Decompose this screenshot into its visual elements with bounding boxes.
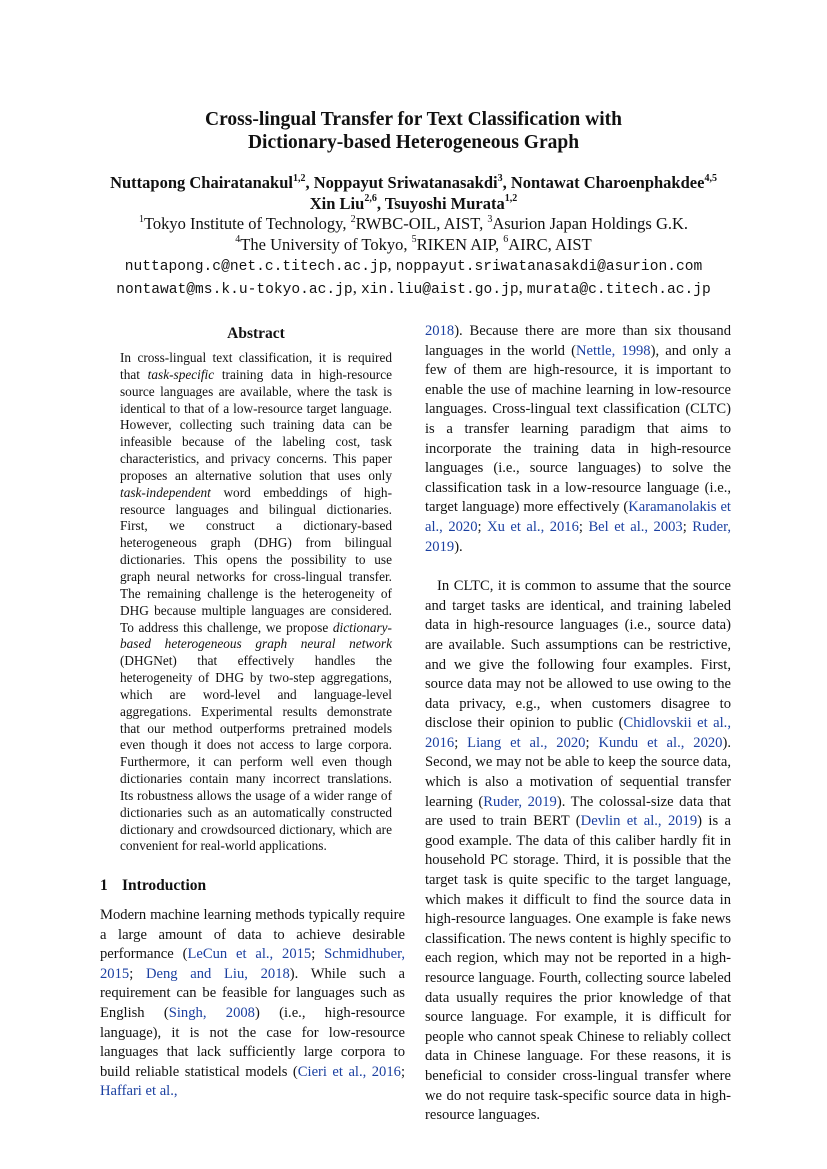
author-affil-sup: 4,5 [704,172,717,184]
body-text: ; [400,1063,405,1080]
body-text: ). While such a requirement can be feasible for languages such as English ( [100,965,405,1021]
affiliation: Tokyo Institute of Technology, [143,214,351,233]
intro-paragraph [425,322,731,557]
author-block [0,173,827,300]
affiliations-line-2 [0,235,827,256]
citation-link[interactable]: Karamanolakis et al., 2020 [425,499,731,535]
citation-link[interactable]: Cieri et al., 2016 [297,1063,401,1080]
affiliations-line-1 [0,214,827,235]
body-text: ; [129,965,146,982]
author-affil-sup: 3 [497,172,503,184]
citation-link[interactable]: Nettle, 1998 [575,342,651,359]
abstract-text: word embeddings of high-resource languages and bilingual dictionaries. First, we construct a dictionary-based heterogeneous graph (DHG) from bilingual dictionaries. This opens the possibility to use graph neural networks for cross-lingual transfer. The remaining challenge is the heterogeneity of DHG because multiple languages are considered. To address this challenge, we propose [120,484,392,635]
email-address[interactable]: nuttapong.c@net.c.titech.ac.jp [124,259,388,275]
author-names-line-2 [0,194,827,215]
affiliation: The University of Tokyo, [240,234,412,254]
citation-link[interactable]: Liang et al., 2020 [467,734,586,751]
section-number: 1 [100,877,108,894]
abstract-body [120,350,392,855]
email-address[interactable]: noppayut.sriwatanasakdi@asurion.com [395,259,703,275]
citation-link[interactable]: Schmidhuber, 2015 [100,946,405,982]
abstract-heading: Abstract [227,325,285,342]
separator: , [352,277,361,297]
emails-line-1 [0,255,827,278]
author-affil-sup: 2,6 [364,193,377,204]
citation-link[interactable]: LeCun et al., 2015 [187,946,312,963]
citation-link[interactable]: Kundu et al., 2020 [598,734,723,751]
abstract-emphasis: dictionary-based heterogeneous graph neural network [120,619,392,652]
emails-line-2 [0,278,827,301]
author-name: Xin Liu [309,193,365,213]
author-affil-sup: 1,2 [292,172,306,184]
body-text: ). The colossal-size data that are used to train BERT ( [425,793,731,830]
separator: , [387,255,396,274]
affiliation: Asurion Japan Holdings G.K. [492,214,689,233]
affil-sup: 3 [487,213,493,225]
citation-link[interactable]: Ruder, 2019 [425,518,732,555]
body-text: ) is a good example. The data of this caliber hardly fit in household PC storage. Third, it is possible that the target task is quite specific to the target language, which makes it difficult to find the source data in high-resource languages. One example is fake news classification. The news content is highly specific to each region, which may not be reported in a high-resource language. Fourth, collecting source labeled data usually requires the prior knowledge of that source language. For example, it is difficult for people who cannot speak Chinese to reliably collect data in Chinese language. For these reasons, it is beneficial to consider cross-lingual transfer where we do not require task-specific source data in high-resource languages. [425,813,732,1124]
intro-paragraph [425,577,731,1126]
affil-sup: 1 [138,213,144,225]
body-text: ). [454,538,463,555]
email-address[interactable]: xin.liu@aist.go.jp [360,281,519,298]
author-name: Noppayut Sriwatanasakdi [313,173,498,192]
body-text: ; [477,518,488,535]
separator: , [518,277,527,297]
body-text: ), and only a few of them are high-resource, it is important to enable the use of machine learning in low-resource languages. Cross-lingual text classification (CLTC) is a transfer learning paradigm that aims to incorporate the training data in high-resource languages (i.e., source languages) to solve the classification task in a low-resource language (i.e., target language) more effectively ( [425,342,731,516]
body-text: ) (i.e., high-resource language), it is not the case for low-resource languages that lack sufficiently large corpora to build reliable statistical models ( [100,1004,405,1080]
affil-sup: 6 [503,234,509,245]
body-text: Modern machine learning methods typically require a large amount of data to achieve desirable performance ( [100,907,405,963]
body-text: In CLTC, it is common to assume that the source and target tasks are identical, and training labeled data in high-resource languages (i.e., source data) are available. Such assumptions can be restrictive, and we give the following four examples. First, source data may not be allowed to use owing to the data privacy, e.g., when customers disagree to disclose their opinion to public ( [425,578,731,732]
author-names-line-1 [0,173,827,194]
body-text: ; [682,518,693,535]
paper-title [0,108,827,154]
separator: , [305,173,314,192]
section-heading-introduction [100,877,206,895]
separator: , [376,193,385,213]
intro-right-column [425,322,731,1126]
affiliation: RIKEN AIP, [416,234,504,254]
body-text: ; [311,946,325,963]
citation-link[interactable]: Chidlovskii et al., 2016 [425,715,731,751]
section-title: Introduction [122,877,207,894]
author-name: Nontawat Charoenphakdee [510,173,705,192]
separator: , [502,173,511,192]
citation-link[interactable]: Bel et al., 2003 [588,518,683,535]
affil-sup: 5 [411,234,417,245]
affiliation: AIRC, AIST [508,234,592,254]
email-address[interactable]: murata@c.titech.ac.jp [526,281,711,298]
body-text: ). Because there are more than six thousand languages in the world ( [425,323,731,359]
citation-link[interactable]: Singh, 2008 [168,1004,255,1021]
citation-link[interactable]: Deng and Liu, 2018 [145,965,290,982]
abstract-emphasis: task-specific [147,366,215,382]
citation-link[interactable]: Ruder, 2019 [483,793,557,810]
author-name: Tsuyoshi Murata [384,193,505,213]
body-text: ; [454,734,468,751]
abstract-text: training data in high-resource source languages are available, where the task is identical to that of a low-resource target language. However, collecting such training data can be infeasible because of the labeling cost, task characteristics, and privacy concerns. This paper proposes an alternative solution that uses only [120,366,392,483]
citation-link[interactable]: 2018 [425,323,455,339]
affil-sup: 2 [350,213,356,225]
affiliation: RWBC-OIL, AIST, [355,214,488,233]
title-line-1: Cross-lingual Transfer for Text Classification with [205,109,622,130]
body-text: ; [585,734,599,751]
abstract-emphasis: task-independent [120,484,211,500]
title-line-2: Dictionary-based Heterogeneous Graph [247,132,580,153]
author-affil-sup: 1,2 [504,193,518,204]
body-text: ; [578,518,589,535]
abstract-text: (DHGNet) that effectively handles the heterogeneity of DHG by two-step aggregations, which are word-level and language-level aggregations. Experimental results demonstrate that our method outperforms pretrained models even though it does not access to large corpora. Furthermore, it can perform well even though dictionaries contain many incorrect translations. Its robustness allows the usage of a wider range of dictionaries such as an automatically constructed dictionary and crowdsourced dictionary, which are convenient for real-world applications. [120,653,392,854]
citation-link[interactable]: Devlin et al., 2019 [580,813,698,830]
abstract-text: In cross-lingual text classification, it is required that [120,350,392,382]
intro-left-column [100,906,405,1102]
citation-link[interactable]: Haffari et al., [100,1083,178,1100]
body-text: ). Second, we may not be able to keep the source data, which is also a motivation of sequential transfer learning ( [425,734,731,810]
affil-sup: 4 [235,234,241,245]
author-name: Nuttapong Chairatanakul [110,173,293,192]
citation-link[interactable]: Xu et al., 2016 [487,518,579,535]
email-address[interactable]: nontawat@ms.k.u-tokyo.ac.jp [116,281,353,298]
